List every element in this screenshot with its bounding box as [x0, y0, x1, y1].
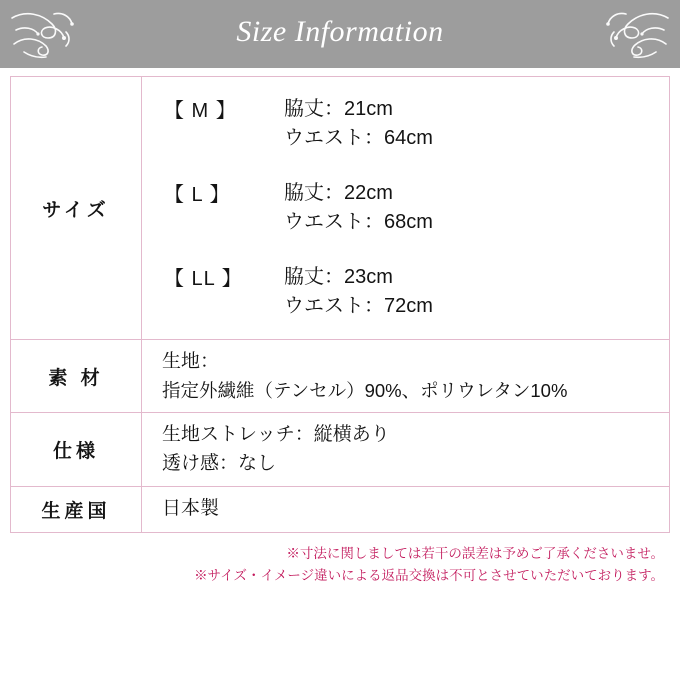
size-name: 【 L 】 — [164, 184, 231, 206]
spec-table — [10, 76, 670, 533]
size-measure-line: 脇丈：21cm — [284, 98, 393, 120]
size-entry-m — [164, 95, 669, 153]
table-row — [11, 487, 670, 533]
header-banner — [0, 0, 680, 68]
row-value-size — [142, 77, 670, 340]
row-value-spec — [142, 413, 670, 487]
size-measure-line: 脇丈：22cm — [284, 182, 393, 204]
size-measures — [284, 95, 433, 153]
disclaimer-notes — [0, 533, 680, 588]
note-line: ※寸法に関しましては若干の誤差は予めご了承くださいませ。 — [286, 545, 664, 561]
row-label-country: 生産国 — [11, 487, 142, 533]
material-line: 指定外繊維（テンセル）90%、ポリウレタン10% — [162, 379, 568, 401]
spec-line: 透け感：なし — [162, 452, 277, 474]
table-row — [11, 340, 670, 413]
floral-flourish-icon — [8, 6, 78, 62]
row-label-size: サイズ — [11, 77, 142, 340]
size-measure-line: ウエスト：72cm — [284, 295, 433, 317]
table-row — [11, 77, 670, 340]
page-title: Size Information — [236, 15, 444, 48]
spec-table-wrapper — [0, 68, 680, 533]
country-line: 日本製 — [162, 498, 220, 520]
table-row — [11, 413, 670, 487]
row-label-spec: 仕様 — [11, 413, 142, 487]
size-name: 【 LL 】 — [164, 268, 243, 290]
size-measures — [284, 179, 433, 237]
row-value-country — [142, 487, 670, 533]
spec-line: 生地ストレッチ：縦横あり — [162, 424, 390, 446]
size-measure-line: ウエスト：68cm — [284, 211, 433, 233]
floral-flourish-icon — [602, 6, 672, 62]
note-line: ※サイズ・イメージ違いによる返品交換は不可とさせていただいております。 — [194, 568, 664, 584]
size-name: 【 M 】 — [164, 100, 237, 122]
row-label-material: 素 材 — [11, 340, 142, 413]
row-value-material — [142, 340, 670, 413]
size-measures — [284, 263, 433, 321]
size-measure-line: 脇丈：23cm — [284, 266, 393, 288]
size-entry-l — [164, 179, 669, 237]
size-entry-ll — [164, 263, 669, 321]
size-measure-line: ウエスト：64cm — [284, 127, 433, 149]
material-line: 生地： — [162, 351, 220, 372]
